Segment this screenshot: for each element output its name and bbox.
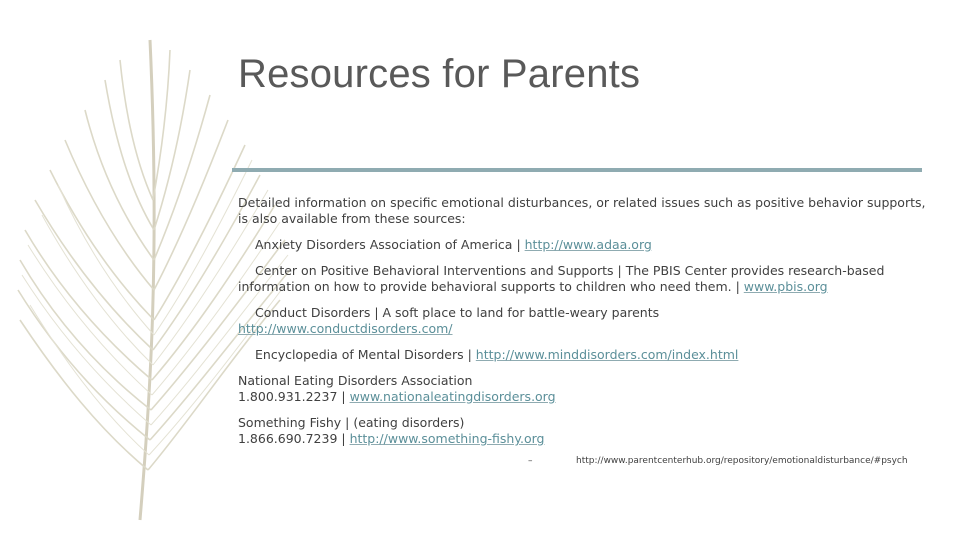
resource-text: Center on Positive Behavioral Interventions and Supports | The PBIS Center provides research-based information on how to provide behavioral supports to children who need them. | [238,263,885,294]
footnote-url: http://www.parentcenterhub.org/repository/emotionaldisturbance/#psych [576,456,908,466]
resource-item [238,373,928,405]
intro-paragraph: Detailed information on specific emotional disturbances, or related issues such as positive behavior supports, is also available from these sources: [238,195,926,226]
resources-content [238,195,928,457]
resource-item [238,415,928,447]
resource-link-adaa[interactable]: http://www.adaa.org [524,237,652,252]
footnote [528,456,908,466]
resource-item [238,347,928,363]
resource-phone: 1.866.690.7239 | [238,431,350,446]
resource-text: National Eating Disorders Association [238,373,473,388]
resource-text: Anxiety Disorders Association of America | [255,237,525,252]
resource-link-somethingfishy[interactable]: http://www.something-fishy.org [349,431,545,446]
resource-item [238,237,928,253]
resource-link-conduct[interactable]: http://www.conductdisorders.com/ [238,321,453,336]
resource-text: Conduct Disorders | A soft place to land for battle-weary parents [255,305,660,320]
resource-text: Encyclopedia of Mental Disorders | [255,347,476,362]
resource-link-minddisorders[interactable]: http://www.minddisorders.com/index.html [475,347,739,362]
resource-phone: 1.800.931.2237 | [238,389,350,404]
resource-text: Something Fishy | (eating disorders) [238,415,465,430]
resource-link-pbis[interactable]: www.pbis.org [743,279,828,294]
page-title: Resources for Parents [238,52,641,96]
footnote-dash: – [528,456,533,466]
title-divider [232,168,922,172]
resource-item [238,305,928,337]
resource-item [238,263,928,295]
resource-link-neda[interactable]: www.nationaleatingdisorders.org [349,389,556,404]
